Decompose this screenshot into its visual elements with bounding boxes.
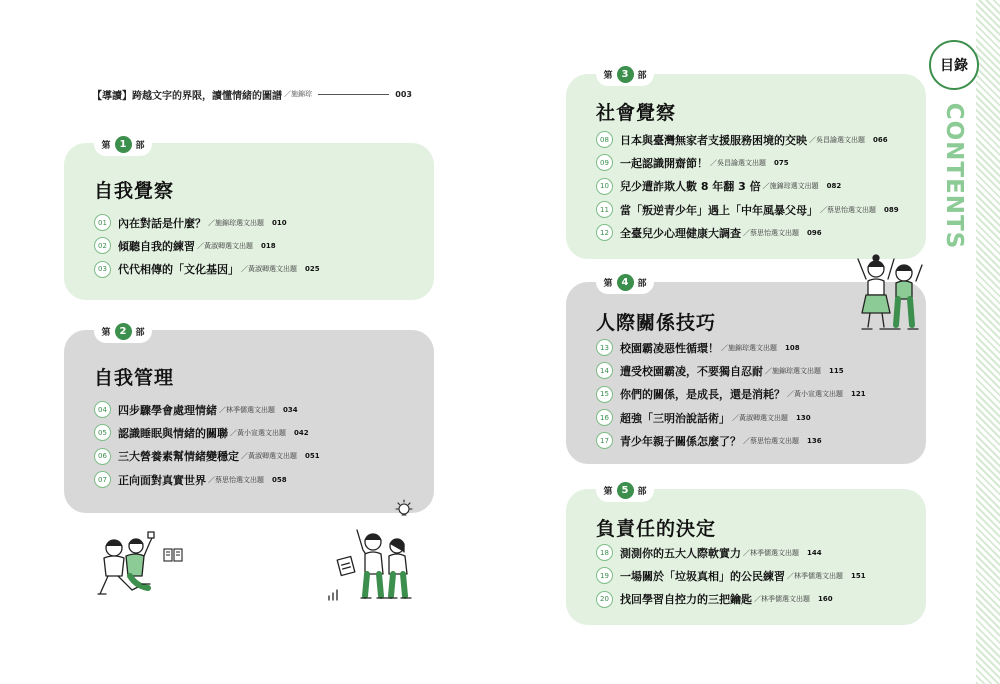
part-number: 1 [115,136,132,153]
item-number: 07 [94,471,111,488]
item-number: 15 [596,386,613,403]
item-number: 18 [596,544,613,561]
part-3-tag [596,62,654,86]
item-author: ／黃淑卿選文出題 [732,413,788,422]
part-number: 4 [617,274,634,291]
item-page: 130 [796,413,811,422]
book-icon [163,548,183,562]
part-5-tag [596,478,654,502]
toc-item-16[interactable] [596,406,866,429]
toc-item-05[interactable] [94,421,320,444]
item-author: ／蔡思怡選文出題 [820,205,876,214]
part-number: 2 [115,323,132,340]
item-author: ／蔡思怡選文出題 [208,475,264,484]
item-number: 12 [596,224,613,241]
item-title: 三大營養素幫情緒變穩定 [118,450,239,464]
item-page: 075 [774,158,789,167]
item-number: 05 [94,424,111,441]
item-title: 你們的關係，是成長，還是消耗？ [620,388,785,402]
toc-item-06[interactable] [94,445,320,468]
item-author: ／林季儒選文出題 [219,405,275,414]
toc-item-02[interactable] [94,234,320,257]
part-suffix: 部 [135,327,145,338]
toc-item-19[interactable] [596,564,866,587]
part-4-tag [596,270,654,294]
item-page: 108 [785,343,800,352]
item-title: 正向面對真實世界 [118,473,206,487]
lightbulb-icon [392,498,416,520]
leader-line [318,94,389,95]
item-page: 082 [826,182,842,191]
item-author: ／黃小宣選文出題 [787,390,843,399]
part-4-title: 人際關係技巧 [596,312,717,334]
item-number: 13 [596,339,613,356]
part-2-tag [94,319,152,343]
toc-item-10[interactable] [596,175,899,198]
item-number: 20 [596,591,613,608]
part-prefix: 第 [603,278,613,289]
item-author: ／施錦琮選文出題 [762,182,819,191]
item-number: 19 [596,567,613,584]
item-author: ／施錦琮選文出題 [721,343,777,352]
item-page: 121 [851,390,866,399]
intro-page: 003 [395,89,412,99]
part-1-panel [64,143,434,300]
item-title: 一場關於「垃圾真相」的公民練習 [620,569,785,583]
toc-item-03[interactable] [94,258,320,281]
toc-item-20[interactable] [596,588,866,611]
intro-title: 【導讀】跨越文字的界限，讀懂情緒的圖譜 [92,90,282,102]
item-title: 兒少遭詐欺人數 8 年翻 3 倍 [620,180,761,194]
item-author: ／施錦琮選文出題 [208,218,264,227]
item-title: 四步驟學會處理情緒 [118,403,217,417]
item-page: 096 [807,228,822,237]
item-page: 034 [283,405,298,414]
item-page: 066 [873,135,888,144]
toc-item-04[interactable] [94,398,320,421]
item-author: ／林季儒選文出題 [743,548,799,557]
part-prefix: 第 [603,486,613,497]
item-author: ／黃淑卿選文出題 [241,265,297,274]
item-author: ／黃淑卿選文出題 [197,241,253,250]
part-5-title: 負責任的決定 [596,518,717,540]
item-title: 傾聽自我的練習 [118,239,195,253]
item-title: 校園霸凌惡性循環！ [620,341,719,355]
item-author: ／蔡思怡選文出題 [743,228,799,237]
item-author: ／黃小宣選文出題 [230,428,286,437]
friends-illustration-right [850,253,932,335]
item-page: 160 [818,595,833,604]
toc-item-01[interactable] [94,211,320,234]
part-prefix: 第 [603,70,613,81]
part-1-title: 自我覺察 [94,180,175,202]
part-2-title: 自我管理 [94,367,175,389]
item-title: 當「叛逆青少年」遇上「中年風暴父母」 [620,203,818,217]
item-page: 151 [851,571,866,580]
toc-item-11[interactable] [596,198,899,221]
part-5-panel [566,489,926,625]
item-title: 代代相傳的「文化基因」 [118,263,239,277]
friends-illustration-left [92,528,192,608]
part-3-title: 社會覺察 [596,102,677,124]
part-suffix: 部 [637,278,647,289]
item-author: ／林季儒選文出題 [787,571,843,580]
toc-item-17[interactable] [596,429,866,452]
item-title: 認識睡眠與情緒的關聯 [118,426,228,440]
item-number: 08 [596,131,613,148]
item-author: ／黃淑卿選文出題 [241,452,297,461]
intro-author: ／施錦琮 [284,90,312,98]
toc-item-14[interactable] [596,359,866,382]
item-page: 010 [272,218,287,227]
part-suffix: 部 [637,486,647,497]
item-title: 內在對話是什麼？ [118,216,206,230]
item-page: 025 [305,265,320,274]
toc-item-15[interactable] [596,383,866,406]
item-page: 136 [807,436,822,445]
part-prefix: 第 [101,327,111,338]
item-page: 144 [807,548,822,557]
item-number: 10 [596,178,613,195]
item-number: 04 [94,401,111,418]
toc-item-18[interactable] [596,541,866,564]
item-title: 找回學習自控力的三把鑰匙 [620,593,752,607]
item-number: 02 [94,237,111,254]
item-number: 03 [94,261,111,278]
toc-item-07[interactable] [94,468,320,491]
item-number: 11 [596,201,613,218]
item-number: 01 [94,214,111,231]
item-number: 16 [596,409,613,426]
contents-vertical-label: CONTENTS [941,102,967,250]
item-author: ／施錦琮選文出題 [765,366,821,375]
item-title: 一起認識開齋節！ [620,156,708,170]
item-page: 051 [305,452,320,461]
item-title: 超強「三明治說話術」 [620,411,730,425]
part-1-tag [94,132,152,156]
item-author: ／蔡思怡選文出題 [743,436,799,445]
item-number: 09 [596,154,613,171]
toc-item-13[interactable] [596,336,866,359]
item-page: 018 [261,241,276,250]
item-author: ／林季儒選文出題 [754,595,810,604]
intro-entry[interactable] [92,86,412,102]
item-title: 測測你的五大人際軟實力 [620,546,741,560]
item-title: 青少年親子關係怎麼了？ [620,434,741,448]
item-title: 全臺兒少心理健康大調查 [620,226,741,240]
item-page: 115 [829,366,844,375]
toc-item-09[interactable] [596,151,899,174]
part-number: 3 [617,66,634,83]
item-page: 042 [294,428,309,437]
item-title: 日本與臺灣無家者支援服務困境的交映 [620,133,807,147]
item-title: 遭受校園霸凌，不要獨自忍耐 [620,364,763,378]
toc-item-12[interactable] [596,221,899,244]
decorative-stripe [976,0,1000,684]
item-number: 14 [596,362,613,379]
part-number: 5 [617,482,634,499]
part-3-panel [566,74,926,259]
part-suffix: 部 [135,140,145,151]
item-number: 06 [94,448,111,465]
item-page: 058 [272,475,287,484]
toc-item-08[interactable] [596,128,899,151]
part-prefix: 第 [101,140,111,151]
item-author: ／吳昌諭選文出題 [710,158,766,167]
part-suffix: 部 [637,70,647,81]
item-page: 089 [884,205,899,214]
friends-illustration-center [327,526,427,606]
item-number: 17 [596,432,613,449]
toc-label-circle: 目錄 [929,40,979,90]
item-author: ／吳昌諭選文出題 [809,135,865,144]
part-2-panel [64,330,434,513]
